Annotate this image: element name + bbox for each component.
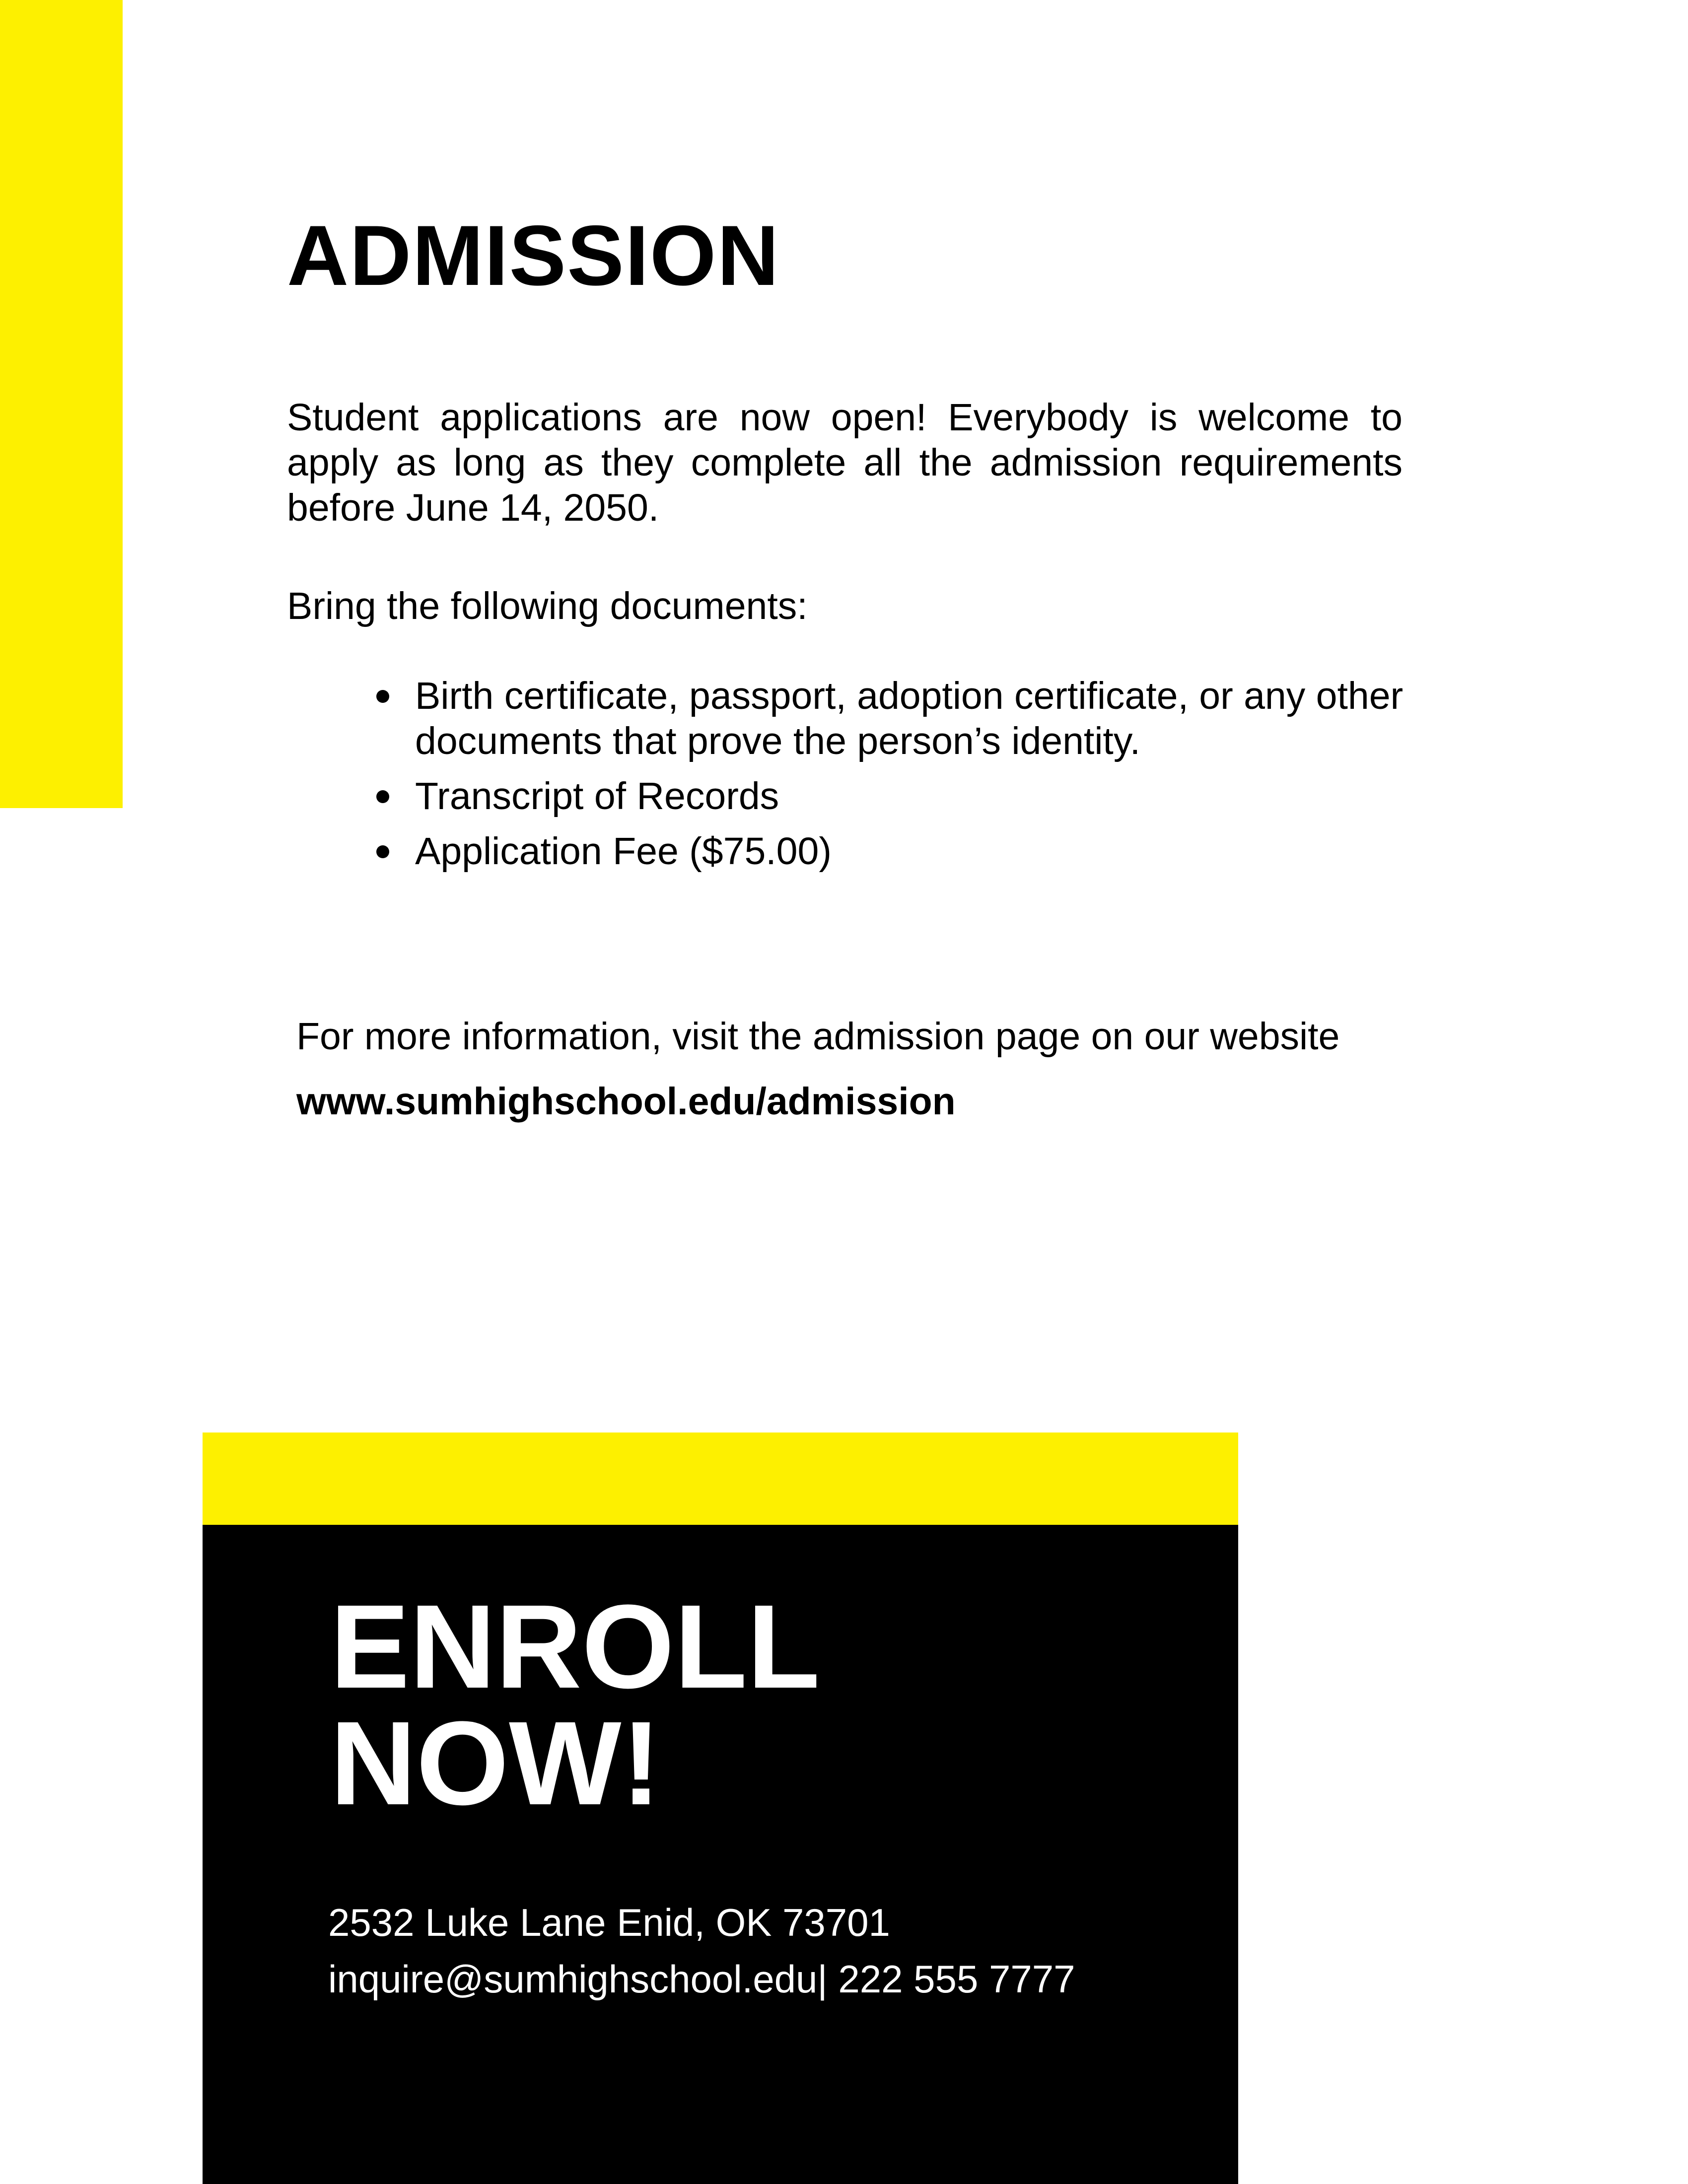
- list-item-text: Birth certificate, passport, adoption certificate, or any other documents that prove the person’s identity.: [415, 675, 1404, 762]
- more-info-text: For more information, visit the admission page on our website: [296, 1015, 1340, 1058]
- intro-paragraph: Student applications are now open! Everybody is welcome to apply as long as they complete all the admission requirements before June 14, 2050.: [287, 396, 1403, 529]
- website-link[interactable]: www.sumhighschool.edu/admission: [296, 1080, 956, 1123]
- list-item: [415, 774, 1468, 819]
- bullet-icon: [376, 690, 389, 703]
- documents-list: [415, 674, 1468, 884]
- page-title: ADMISSION: [287, 208, 780, 303]
- list-item: [415, 674, 1468, 764]
- enroll-line-2: NOW!: [330, 1697, 661, 1830]
- enroll-heading: [330, 1580, 820, 1830]
- list-item-text: Application Fee ($75.00): [415, 830, 832, 873]
- yellow-side-bar: [0, 0, 123, 808]
- list-item: [415, 829, 1468, 874]
- list-item-text: Transcript of Records: [415, 775, 779, 818]
- enroll-line-1: ENROLL: [330, 1580, 820, 1713]
- bullet-icon: [376, 790, 389, 803]
- contact-text: inquire@sumhighschool.edu| 222 555 7777: [328, 1957, 1075, 2001]
- yellow-banner-strip: [203, 1433, 1238, 1525]
- documents-label: Bring the following documents:: [287, 585, 808, 627]
- bullet-icon: [376, 845, 389, 858]
- address-text: 2532 Luke Lane Enid, OK 73701: [328, 1901, 890, 1944]
